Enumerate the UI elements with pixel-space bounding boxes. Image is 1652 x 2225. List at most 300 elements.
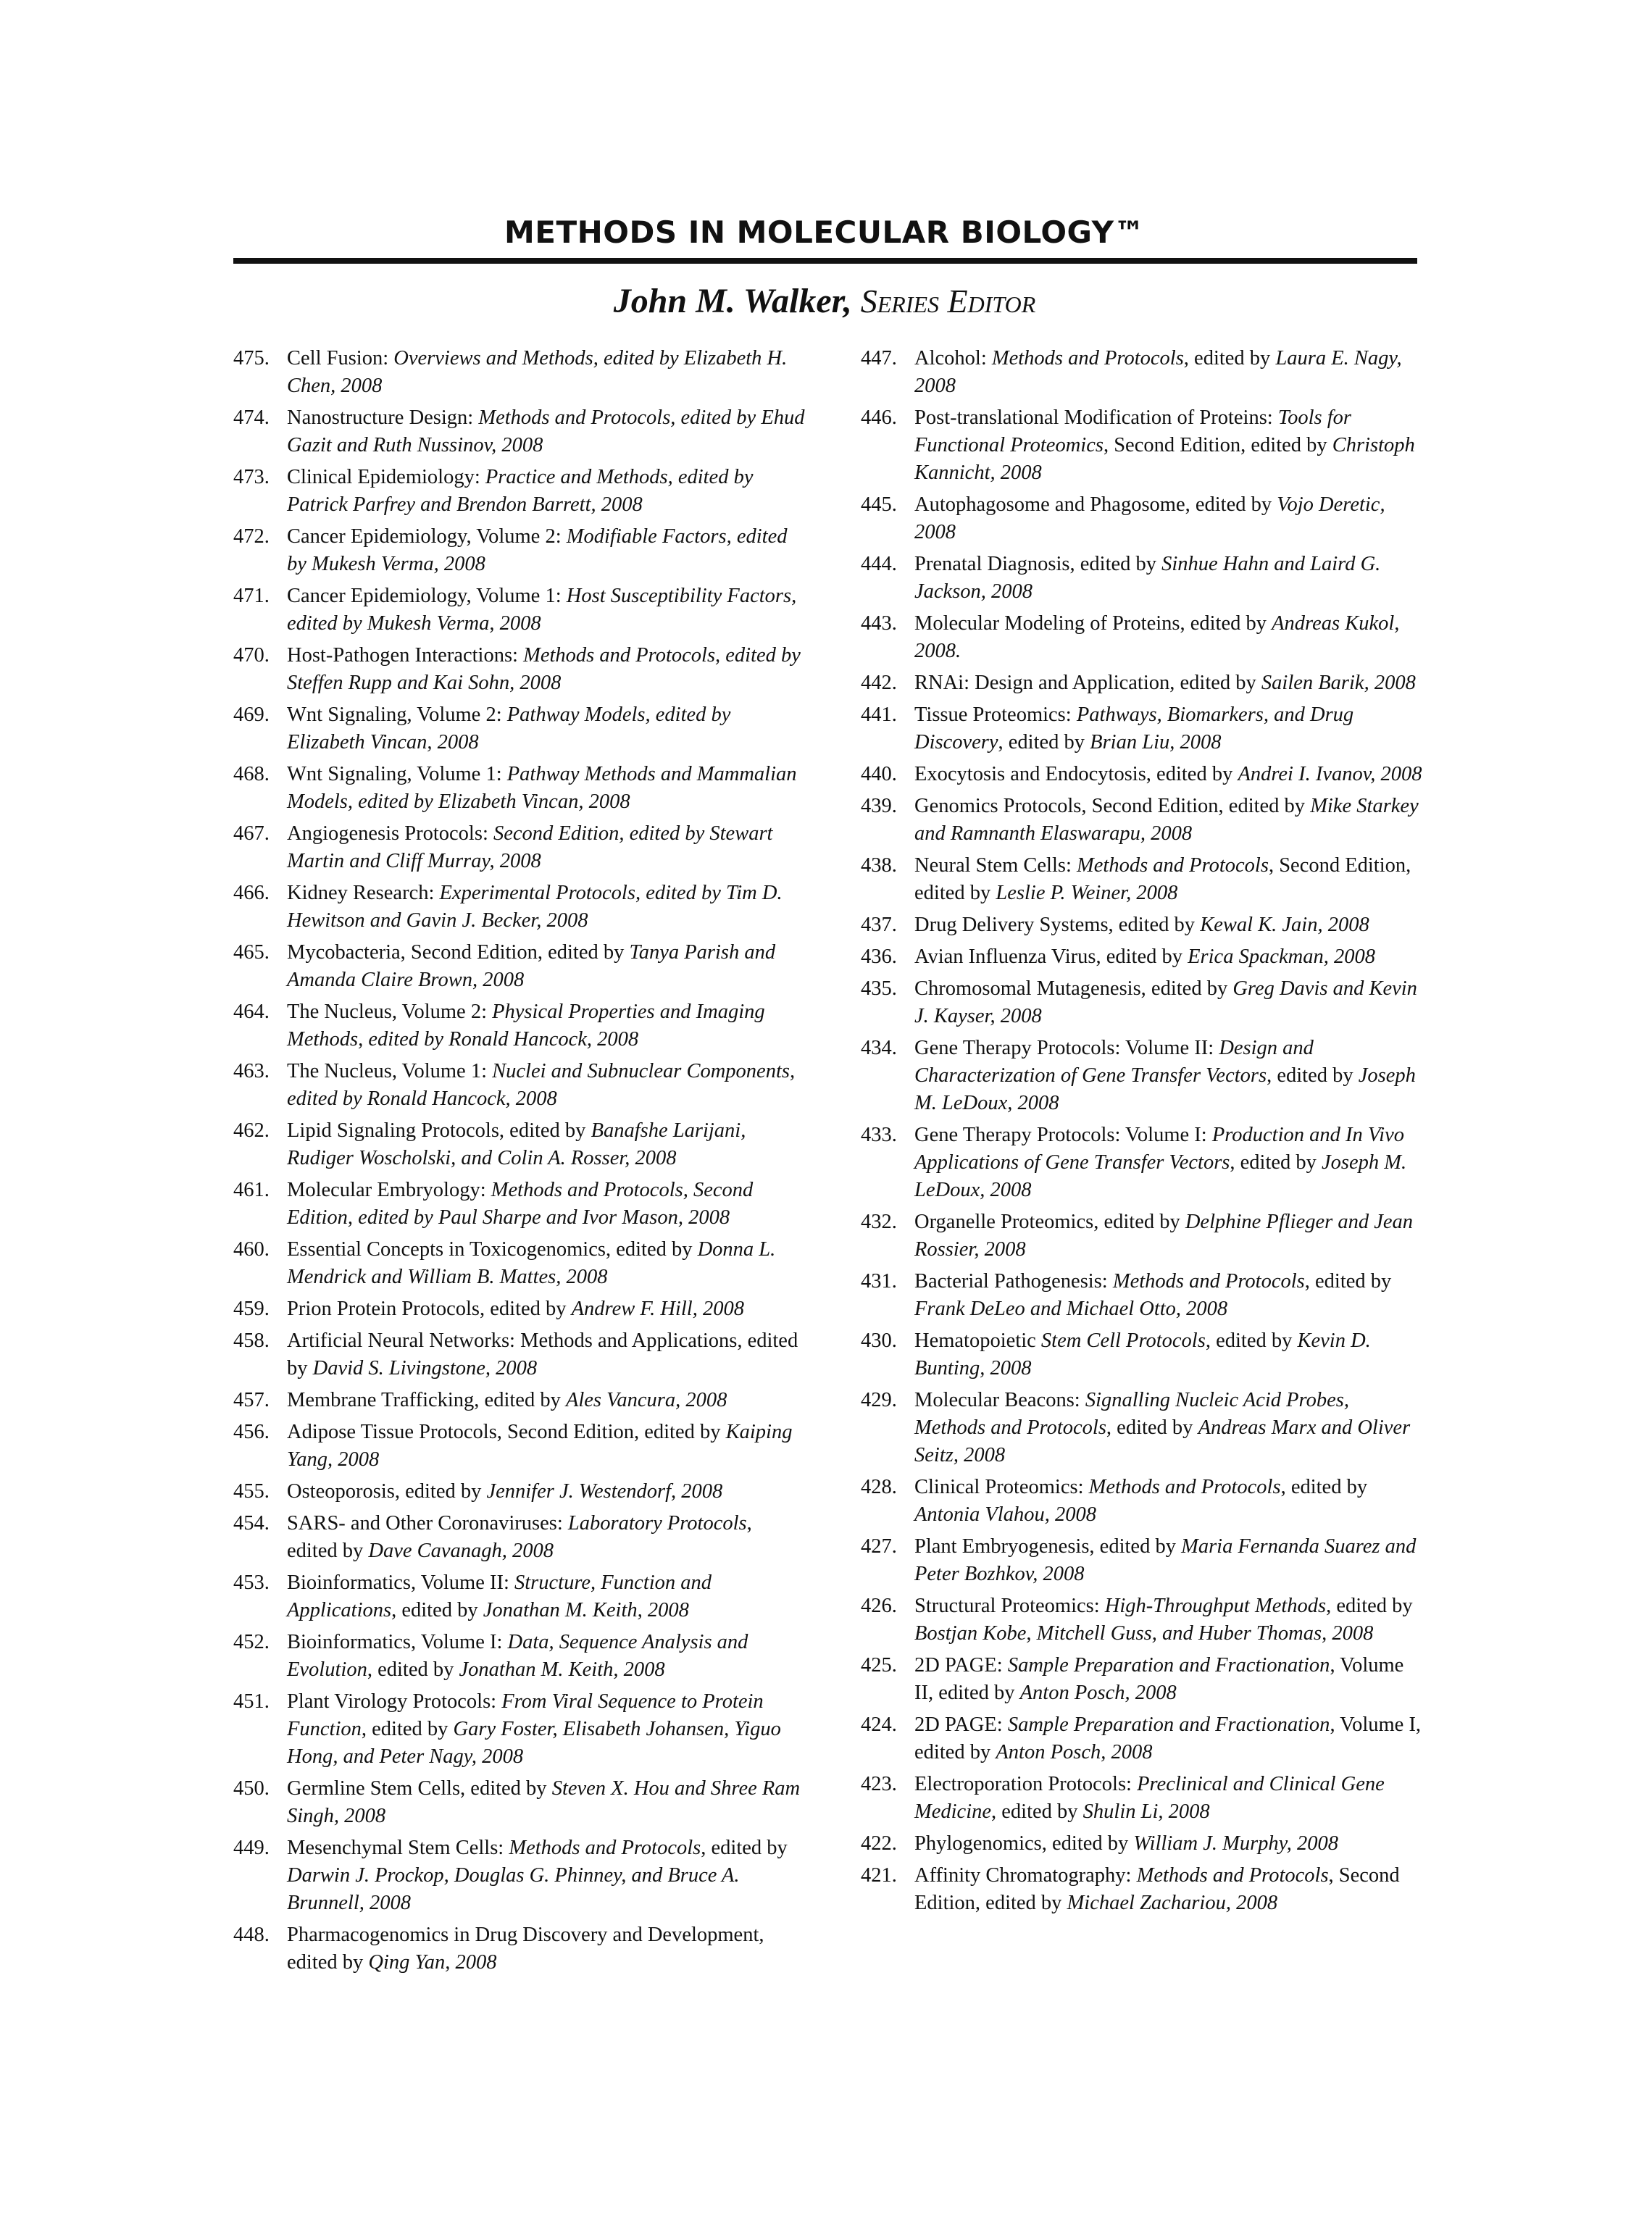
series-entry [861, 911, 1424, 939]
entry-subtitle: Laboratory Protocols [567, 1512, 747, 1535]
entry-editors: Brian Liu, 2008 [1090, 731, 1222, 754]
entry-subtitle: Sample Preparation and Fractionation [1007, 1654, 1330, 1677]
entry-text [914, 943, 1424, 971]
series-entry [861, 1771, 1424, 1826]
entry-number: 471. [233, 585, 270, 607]
entry-detail: , Second Edition, edited by [1103, 434, 1332, 456]
entry-title: Artificial Neural Networks: Methods and Applications, edited by [287, 1329, 798, 1379]
entry-text [914, 911, 1424, 939]
entry-subtitle: Physical Properties and Imaging Methods, edited by Ronald Hancock, 2008 [287, 1001, 765, 1051]
entry-text [287, 1629, 806, 1684]
entry-number: 441. [861, 704, 897, 726]
series-entry [233, 880, 806, 935]
entry-number: 450. [233, 1777, 270, 1800]
entry-title: Membrane Trafficking, edited by [287, 1389, 566, 1411]
entry-detail: , edited by [1267, 1064, 1359, 1087]
entry-number: 431. [861, 1270, 897, 1293]
entry-number: 447. [861, 347, 897, 370]
entry-title: Molecular Embryology: [287, 1179, 491, 1201]
entry-title: Wnt Signaling, Volume 2: [287, 704, 507, 726]
entry-subtitle: Ales Vancura, 2008 [565, 1389, 727, 1411]
series-entry [861, 793, 1424, 848]
series-entry [233, 1058, 806, 1113]
entry-title: Chromosomal Mutagenesis, edited by [914, 977, 1233, 1000]
series-entry [233, 820, 806, 875]
entry-number: 458. [233, 1329, 270, 1352]
entry-number: 457. [233, 1389, 270, 1411]
entry-subtitle: Methods and Protocols, edited by Ehud Gazit and Ruth Nussinov, 2008 [287, 406, 805, 456]
entry-subtitle: Methods and Protocols [991, 347, 1184, 370]
entry-title: Gene Therapy Protocols: Volume I: [914, 1124, 1212, 1146]
entry-text [914, 1327, 1424, 1382]
series-editor-line [232, 281, 1417, 321]
entry-number: 440. [861, 763, 897, 785]
entry-text [914, 669, 1424, 697]
series-entry [861, 1035, 1424, 1117]
entry-subtitle: Vojo Deretic, 2008 [914, 493, 1385, 543]
entry-detail: , edited by [998, 731, 1090, 754]
entry-number: 430. [861, 1329, 897, 1352]
entry-number: 467. [233, 822, 270, 845]
entry-text [287, 939, 806, 994]
series-entry [861, 1268, 1424, 1323]
entry-subtitle: Methods and Protocols, edited by Steffen Rupp and Kai Sohn, 2008 [287, 644, 801, 694]
entry-title: Post-translational Modification of Proteins: [914, 406, 1278, 429]
entry-title: Hematopoietic [914, 1329, 1041, 1352]
entry-subtitle: Overviews and Methods, edited by Elizabeth H. Chen, 2008 [287, 347, 788, 397]
entry-number: 444. [861, 553, 897, 575]
entry-title: Prion Protein Protocols, edited by [287, 1298, 572, 1320]
entry-text [914, 1387, 1424, 1469]
series-entry [861, 1387, 1424, 1469]
entry-detail: , edited by [287, 1512, 752, 1562]
entry-editors: Frank DeLeo and Michael Otto, 2008 [914, 1298, 1228, 1320]
entry-subtitle: Methods and Protocols [1088, 1476, 1281, 1498]
entry-subtitle: Preclinical and Clinical Gene Medicine [914, 1773, 1385, 1823]
entry-text [287, 1775, 806, 1830]
entry-title: Autophagosome and Phagosome, edited by [914, 493, 1277, 516]
entry-title: Kidney Research: [287, 882, 440, 904]
entry-text [287, 404, 806, 459]
entry-detail: , edited by [391, 1599, 483, 1621]
series-entry [233, 1775, 806, 1830]
entry-text [914, 701, 1424, 756]
entry-text [287, 1478, 806, 1506]
entry-subtitle: David S. Livingstone, 2008 [312, 1357, 538, 1379]
series-entry [233, 1478, 806, 1506]
entry-subtitle: Pathway Methods and Mammalian Models, edited by Elizabeth Vincan, 2008 [287, 763, 797, 813]
entry-title: Genomics Protocols, Second Edition, edited by [914, 795, 1311, 817]
entry-subtitle: Sample Preparation and Fractionation [1007, 1713, 1330, 1736]
entry-title: The Nucleus, Volume 2: [287, 1001, 493, 1023]
entry-title: Clinical Epidemiology: [287, 466, 485, 488]
entry-editors: Kevin D. Bunting, 2008 [914, 1329, 1371, 1379]
entry-number: 462. [233, 1119, 270, 1142]
entry-title: Structural Proteomics: [914, 1595, 1105, 1617]
entry-subtitle: Delphine Pflieger and Jean Rossier, 2008 [914, 1211, 1414, 1261]
entry-title: 2D PAGE: [914, 1654, 1008, 1677]
entry-number: 468. [233, 763, 270, 785]
entry-text [287, 880, 806, 935]
entry-editors: Leslie P. Weiner, 2008 [996, 882, 1178, 904]
entry-number: 429. [861, 1389, 897, 1411]
series-entry [233, 1629, 806, 1684]
entry-subtitle: Mike Starkey and Ramnanth Elaswarapu, 2008 [914, 795, 1419, 845]
entry-title: Neural Stem Cells: [914, 854, 1077, 877]
entry-title: Tissue Proteomics: [914, 704, 1077, 726]
entry-subtitle: Practice and Methods, edited by Patrick Parfrey and Brendon Barrett, 2008 [287, 466, 754, 516]
entry-text [287, 820, 806, 875]
series-entry [861, 761, 1424, 788]
entry-subtitle: Stem Cell Protocols [1040, 1329, 1206, 1352]
entry-text [914, 1533, 1424, 1588]
entry-title: Host-Pathogen Interactions: [287, 644, 524, 667]
entry-subtitle: Second Edition, edited by Stewart Martin and Cliff Murray, 2008 [287, 822, 773, 872]
entry-number: 474. [233, 406, 270, 429]
entry-number: 453. [233, 1571, 270, 1594]
entry-editors: Antonia Vlahou, 2008 [914, 1503, 1096, 1526]
entry-detail: , edited by [1106, 1416, 1198, 1439]
series-entry [233, 998, 806, 1053]
entry-text [914, 1474, 1424, 1529]
series-entry [861, 1592, 1424, 1648]
entry-number: 423. [861, 1773, 897, 1795]
entry-text [287, 1419, 806, 1474]
series-entry [861, 1474, 1424, 1529]
entry-title: RNAi: Design and Application, edited by [914, 672, 1261, 694]
entry-text [914, 1830, 1424, 1858]
entry-title: Angiogenesis Protocols: [287, 822, 493, 845]
series-entry [861, 1122, 1424, 1204]
entry-subtitle: Methods and Protocols, Second Edition, edited by Paul Sharpe and Ivor Mason, 2008 [287, 1179, 754, 1229]
entry-title: Lipid Signaling Protocols, edited by [287, 1119, 591, 1142]
entry-text [287, 998, 806, 1053]
series-entry [861, 1711, 1424, 1766]
entry-text [287, 583, 806, 638]
entry-number: 456. [233, 1421, 270, 1443]
editor-role: Series Editor [860, 283, 1036, 320]
entry-subtitle: Signalling Nucleic Acid Probes, Methods and Protocols [914, 1389, 1349, 1439]
series-entry [861, 345, 1424, 400]
entry-number: 421. [861, 1864, 897, 1887]
entry-text [287, 1058, 806, 1113]
entry-subtitle: Tanya Parish and Amanda Claire Brown, 2008 [287, 941, 776, 991]
series-entry [233, 1834, 806, 1917]
entry-text [914, 975, 1424, 1030]
series-entry [861, 1533, 1424, 1588]
entry-editors: Jonathan M. Keith, 2008 [459, 1658, 665, 1681]
entry-title: 2D PAGE: [914, 1713, 1008, 1736]
entry-subtitle: Production and In Vivo Applications of Gene Transfer Vectors [914, 1124, 1404, 1174]
entry-number: 436. [861, 945, 897, 968]
entry-title: Molecular Modeling of Proteins, edited by [914, 612, 1272, 635]
entry-detail: , edited by [1280, 1476, 1368, 1498]
series-entry [233, 1510, 806, 1565]
entry-text [914, 551, 1424, 606]
entry-detail: , Volume II, edited by [914, 1654, 1404, 1704]
entry-title: Mycobacteria, Second Edition, edited by [287, 941, 630, 964]
entry-number: 426. [861, 1595, 897, 1617]
series-entry [233, 1327, 806, 1382]
entry-text [287, 464, 806, 519]
entry-editors: Shulin Li, 2008 [1082, 1800, 1210, 1823]
entry-editors: Gary Foster, Elisabeth Johansen, Yiguo Hong, and Peter Nagy, 2008 [287, 1718, 781, 1768]
series-entry [861, 1327, 1424, 1382]
entry-detail: , edited by [367, 1658, 459, 1681]
entry-number: 448. [233, 1924, 270, 1946]
entry-subtitle: Kewal K. Jain, 2008 [1200, 914, 1369, 936]
entry-subtitle: Banafshe Larijani, Rudiger Woscholski, and Colin A. Rosser, 2008 [287, 1119, 746, 1169]
entry-number: 475. [233, 347, 270, 370]
entry-text [914, 761, 1424, 788]
entry-text [287, 1688, 806, 1771]
entry-number: 437. [861, 914, 897, 936]
entry-editors: Anton Posch, 2008 [996, 1741, 1153, 1763]
entry-number: 449. [233, 1837, 270, 1859]
entry-detail: , Second Edition, edited by [914, 854, 1411, 904]
entry-subtitle: Andrew F. Hill, 2008 [571, 1298, 744, 1320]
entry-subtitle: Structure, Function and Applications [287, 1571, 712, 1621]
series-entry [233, 1295, 806, 1323]
series-entry [233, 1177, 806, 1232]
series-entry [861, 1830, 1424, 1858]
entry-text [914, 1862, 1424, 1917]
entry-text [914, 345, 1424, 400]
series-entry [861, 610, 1424, 665]
entry-number: 438. [861, 854, 897, 877]
entry-title: Cancer Epidemiology, Volume 2: [287, 525, 567, 548]
entry-text [287, 761, 806, 816]
entry-detail: , edited by [1205, 1329, 1298, 1352]
entry-subtitle: Modifiable Factors, edited by Mukesh Verma, 2008 [287, 525, 788, 575]
entry-editors: Michael Zachariou, 2008 [1067, 1892, 1278, 1914]
entry-subtitle: Nuclei and Subnuclear Components, edited by Ronald Hancock, 2008 [287, 1060, 796, 1110]
series-entry [861, 1208, 1424, 1264]
entry-number: 422. [861, 1832, 897, 1855]
series-entry [233, 1688, 806, 1771]
entry-editors: Jonathan M. Keith, 2008 [483, 1599, 689, 1621]
entry-text [287, 1921, 806, 1976]
entry-text [287, 523, 806, 578]
entry-subtitle: Greg Davis and Kevin J. Kayser, 2008 [914, 977, 1417, 1027]
entry-subtitle: Design and Characterization of Gene Transfer Vectors [914, 1037, 1314, 1087]
entry-detail: , edited by [1326, 1595, 1413, 1617]
series-title: METHODS IN MOLECULAR BIOLOGY™ [504, 214, 1145, 250]
entry-number: 472. [233, 525, 270, 548]
entry-text [287, 1510, 806, 1565]
entry-subtitle: Methods and Protocols [1112, 1270, 1305, 1293]
series-entry [861, 943, 1424, 971]
series-entry [233, 583, 806, 638]
entry-subtitle: Steven X. Hou and Shree Ram Singh, 2008 [287, 1777, 801, 1827]
series-entry [861, 852, 1424, 907]
entry-title: Bioinformatics, Volume I: [287, 1631, 508, 1653]
entry-number: 452. [233, 1631, 270, 1653]
series-entry [861, 975, 1424, 1030]
entry-title: Mesenchymal Stem Cells: [287, 1837, 509, 1859]
entry-editors: Bostjan Kobe, Mitchell Guss, and Huber Thomas, 2008 [914, 1622, 1374, 1645]
series-entry [233, 1236, 806, 1291]
entry-subtitle: Host Susceptibility Factors, edited by Mukesh Verma, 2008 [287, 585, 797, 635]
entry-number: 433. [861, 1124, 897, 1146]
series-entry [233, 1921, 806, 1976]
entry-subtitle: From Viral Sequence to Protein Function [287, 1690, 764, 1740]
entry-detail: , edited by [701, 1837, 788, 1859]
entry-number: 427. [861, 1535, 897, 1558]
series-entry [233, 701, 806, 756]
entry-detail: , Second Edition, edited by [914, 1864, 1400, 1914]
entry-text [914, 610, 1424, 665]
entry-text [914, 1592, 1424, 1648]
entry-title: Bioinformatics, Volume II: [287, 1571, 515, 1594]
entry-subtitle: Methods and Protocols [509, 1837, 701, 1859]
entry-title: Plant Embryogenesis, edited by [914, 1535, 1182, 1558]
entry-title: Cancer Epidemiology, Volume 1: [287, 585, 567, 607]
entry-title: Affinity Chromatography: [914, 1864, 1137, 1887]
entry-number: 435. [861, 977, 897, 1000]
entry-number: 445. [861, 493, 897, 516]
entry-text [287, 1117, 806, 1172]
entry-number: 463. [233, 1060, 270, 1082]
entry-editors: Joseph M. LeDoux, 2008 [914, 1064, 1416, 1114]
entry-detail: , edited by [1230, 1151, 1322, 1174]
entry-text [287, 642, 806, 697]
entry-title: Cell Fusion: [287, 347, 394, 370]
entry-subtitle: Tools for Functional Proteomics [914, 406, 1351, 456]
series-entry [861, 491, 1424, 546]
entry-title: Pharmacogenomics in Drug Discovery and Development, edited by [287, 1924, 764, 1974]
entry-editors: Joseph M. LeDoux, 2008 [914, 1151, 1407, 1201]
entry-subtitle: Sinhue Hahn and Laird G. Jackson, 2008 [914, 553, 1381, 603]
entry-detail: , edited by [1183, 347, 1276, 370]
entry-number: 443. [861, 612, 897, 635]
entry-title: Prenatal Diagnosis, edited by [914, 553, 1162, 575]
entry-text [914, 852, 1424, 907]
entry-subtitle: Pathways, Biomarkers, and Drug Discovery [914, 704, 1354, 754]
entry-number: 432. [861, 1211, 897, 1233]
series-entry [233, 1117, 806, 1172]
entry-number: 424. [861, 1713, 897, 1736]
entry-subtitle: William J. Murphy, 2008 [1133, 1832, 1338, 1855]
entry-title: Avian Influenza Virus, edited by [914, 945, 1188, 968]
entry-text [914, 1208, 1424, 1264]
entry-number: 434. [861, 1037, 897, 1059]
entry-title: Organelle Proteomics, edited by [914, 1211, 1185, 1233]
series-entry [861, 1862, 1424, 1917]
entry-editors: Christoph Kannicht, 2008 [914, 434, 1415, 484]
series-entry [861, 701, 1424, 756]
entry-text [914, 1122, 1424, 1204]
series-entry [233, 1419, 806, 1474]
series-entry [233, 1569, 806, 1624]
entry-number: 428. [861, 1476, 897, 1498]
entry-number: 466. [233, 882, 270, 904]
entry-number: 451. [233, 1690, 270, 1713]
right-column [861, 345, 1424, 1921]
entry-text [287, 1387, 806, 1414]
entry-editors: Anton Posch, 2008 [1019, 1682, 1177, 1704]
title-rule [233, 258, 1417, 264]
entry-subtitle: Jennifer J. Westendorf, 2008 [486, 1480, 723, 1503]
entry-text [287, 1834, 806, 1917]
left-column [233, 345, 806, 1981]
entry-title: Essential Concepts in Toxicogenomics, edited by [287, 1238, 698, 1261]
series-entry [233, 642, 806, 697]
entry-text [914, 1652, 1424, 1707]
entry-title: Phylogenomics, edited by [914, 1832, 1134, 1855]
entry-subtitle: Pathway Models, edited by Elizabeth Vincan, 2008 [287, 704, 731, 754]
entry-number: 469. [233, 704, 270, 726]
entry-number: 459. [233, 1298, 270, 1320]
entry-number: 442. [861, 672, 897, 694]
entry-text [914, 793, 1424, 848]
series-entry [233, 345, 806, 400]
entry-subtitle: Data, Sequence Analysis and Evolution [287, 1631, 748, 1681]
entry-subtitle: Maria Fernanda Suarez and Peter Bozhkov, 2008 [914, 1535, 1417, 1585]
entry-text [914, 1035, 1424, 1117]
entry-number: 470. [233, 644, 270, 667]
entry-number: 446. [861, 406, 897, 429]
entry-title: Alcohol: [914, 347, 992, 370]
series-entry [861, 404, 1424, 487]
entry-title: Wnt Signaling, Volume 1: [287, 763, 507, 785]
entry-detail: , edited by [361, 1718, 454, 1740]
entry-text [287, 1177, 806, 1232]
entry-editors: Dave Cavanagh, 2008 [368, 1540, 554, 1562]
series-entry [233, 761, 806, 816]
entry-title: Molecular Beacons: [914, 1389, 1085, 1411]
entry-title: Bacterial Pathogenesis: [914, 1270, 1113, 1293]
entry-title: Exocytosis and Endocytosis, edited by [914, 763, 1238, 785]
entry-text [287, 1236, 806, 1291]
entry-number: 460. [233, 1238, 270, 1261]
series-entry [233, 1387, 806, 1414]
entry-editors: Darwin J. Prockop, Douglas G. Phinney, and Bruce A. Brunnell, 2008 [287, 1864, 740, 1914]
entry-text [914, 1268, 1424, 1323]
entry-subtitle: Experimental Protocols, edited by Tim D. Hewitson and Gavin J. Becker, 2008 [287, 882, 783, 932]
entry-number: 461. [233, 1179, 270, 1201]
entry-subtitle: Andrei I. Ivanov, 2008 [1238, 763, 1422, 785]
entry-text [287, 345, 806, 400]
entry-text [287, 1295, 806, 1323]
entry-subtitle: Methods and Protocols [1136, 1864, 1329, 1887]
editor-name: John M. Walker, [613, 282, 852, 320]
series-entry [233, 523, 806, 578]
entry-subtitle: Andreas Kukol, 2008. [914, 612, 1400, 662]
entry-subtitle: Sailen Barik, 2008 [1261, 672, 1416, 694]
entry-number: 465. [233, 941, 270, 964]
entry-detail: , edited by [1304, 1270, 1392, 1293]
entry-text [914, 1771, 1424, 1826]
entry-title: SARS- and Other Coronaviruses: [287, 1512, 568, 1535]
entry-title: The Nucleus, Volume 1: [287, 1060, 493, 1082]
entry-title: Germline Stem Cells, edited by [287, 1777, 552, 1800]
entry-number: 454. [233, 1512, 270, 1535]
entry-title: Nanostructure Design: [287, 406, 479, 429]
entry-number: 425. [861, 1654, 897, 1677]
entry-subtitle: Donna L. Mendrick and William B. Mattes, 2008 [287, 1238, 776, 1288]
series-entry [861, 669, 1424, 697]
entry-detail: , edited by [991, 1800, 1083, 1823]
entry-number: 464. [233, 1001, 270, 1023]
entry-text [914, 491, 1424, 546]
series-entry [233, 939, 806, 994]
entry-number: 473. [233, 466, 270, 488]
entry-title: Gene Therapy Protocols: Volume II: [914, 1037, 1219, 1059]
entry-subtitle: Qing Yan, 2008 [368, 1951, 497, 1974]
entry-subtitle: Methods and Protocols [1077, 854, 1269, 877]
entry-editors: Andreas Marx and Oliver Seitz, 2008 [914, 1416, 1411, 1466]
